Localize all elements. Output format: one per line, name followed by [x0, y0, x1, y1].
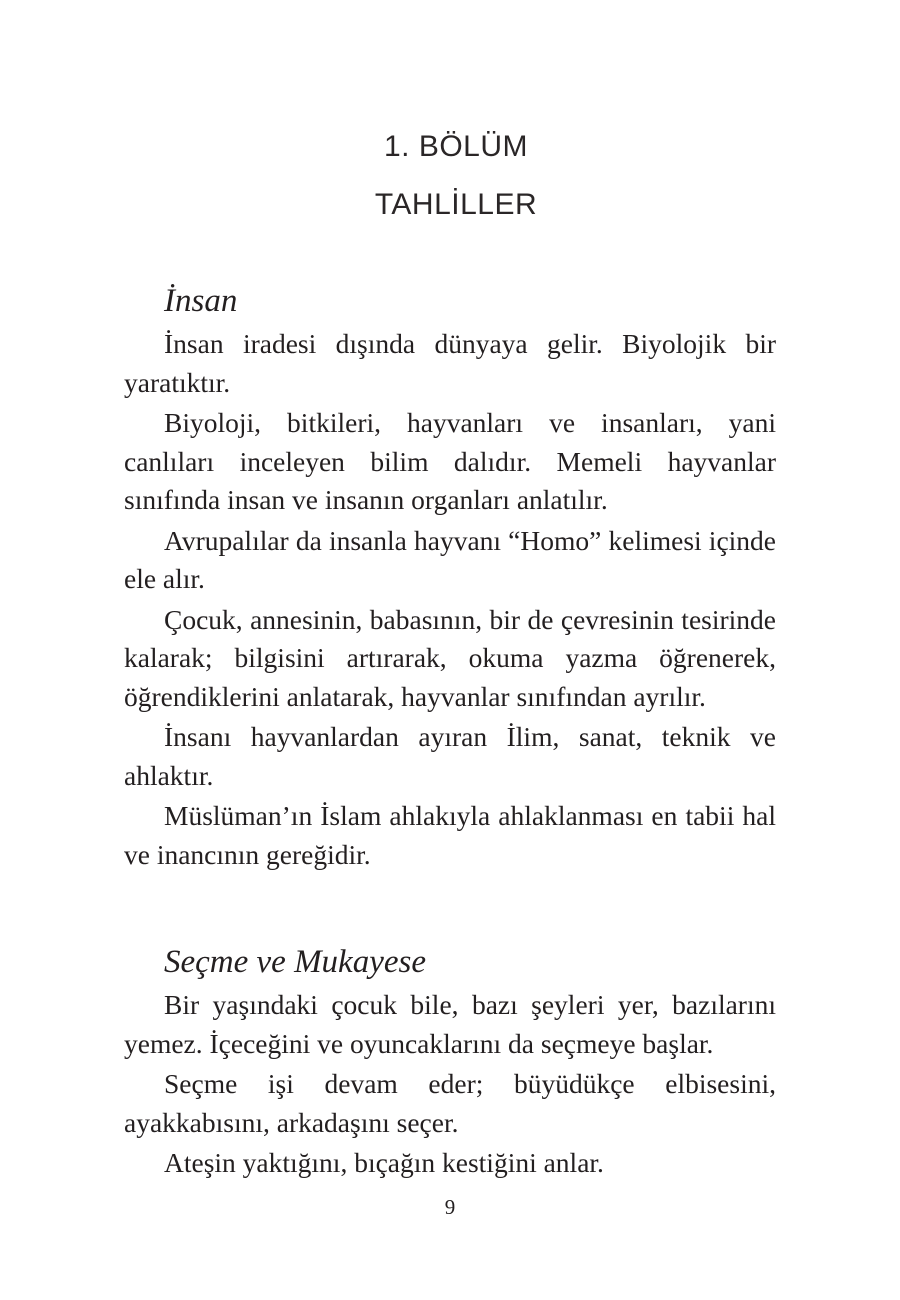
page-number: 9 [444, 1195, 456, 1219]
section-heading: İnsan [164, 283, 238, 319]
paragraph: Çocuk, annesinin, babasının, bir de çevresinin tesirinde kalarak; bilgisini artırarak, okuma yazma öğrenerek, öğrendiklerini anlatarak, hayvanlar sınıfından ayrılır. [124, 603, 776, 712]
section-secme-ve-mukayese [124, 942, 776, 1185]
section-insan [124, 281, 776, 876]
chapter-title: TAHLİLLER [374, 188, 538, 221]
paragraph: Seçme işi devam eder; büyüdükçe elbisesini, ayakkabısını, arkadaşını seçer. [124, 1068, 776, 1138]
paragraph: Avrupalılar da insanla hayvanı “Homo” kelimesi içinde ele alır. [124, 524, 776, 594]
paragraph: Biyoloji, bitkileri, hayvanları ve insanları, yani canlıları inceleyen bilim dalıdır. Memeli hayvanlar sınıfında insan ve insanın organları anlatılır. [124, 407, 776, 515]
section-heading: Seçme ve Mukayese [164, 944, 426, 980]
paragraph: Ateşin yaktığını, bıçağın kestiğini anlar. [164, 1147, 604, 1178]
paragraph: İnsanı hayvanlardan ayıran İlim, sanat, teknik ve ahlaktır. [124, 721, 776, 791]
paragraph: Müslüman’ın İslam ahlakıyla ahlaklanması en tabii hal ve inancının gereğidir. [124, 800, 776, 870]
chapter-number: 1. BÖLÜM [383, 130, 529, 163]
paragraph: Bir yaşındaki çocuk bile, bazı şeyleri yer, bazılarını yemez. İçeceğini ve oyuncaklarını da seçmeye başlar. [124, 989, 776, 1059]
paragraph: İnsan iradesi dışında dünyaya gelir. Biyolojik bir yaratıktır. [124, 328, 776, 398]
